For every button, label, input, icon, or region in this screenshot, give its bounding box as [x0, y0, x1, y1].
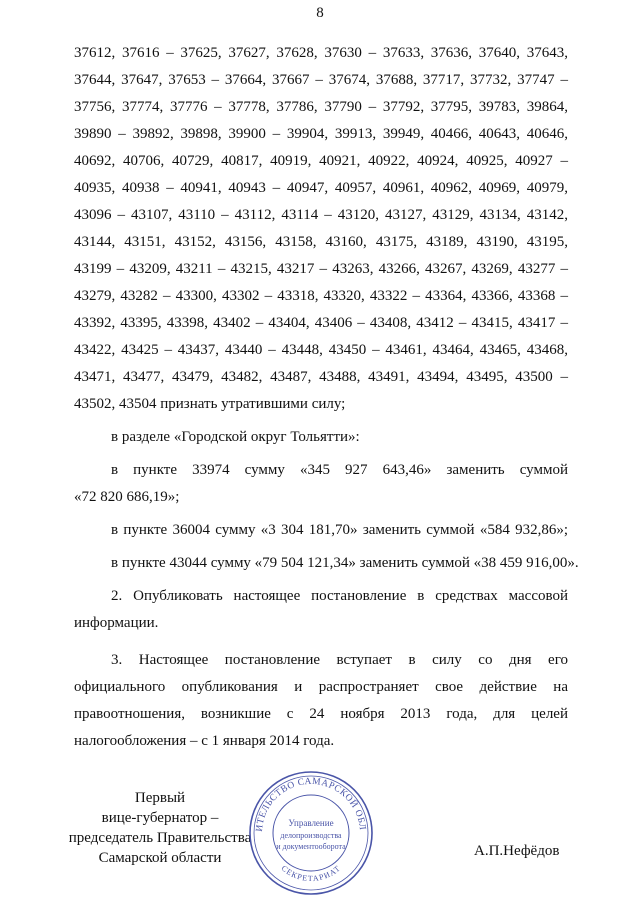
- number-list-line: 37644, 37647, 37653 – 37664, 37667 – 37674, 37688, 37717, 37732, 37747 –: [74, 72, 568, 88]
- number-list-line: 43144, 43151, 43152, 43156, 43158, 43160, 43175, 43189, 43190, 43195,: [74, 234, 568, 250]
- signatory-title: [60, 788, 260, 868]
- number-list-line: 43471, 43477, 43479, 43482, 43487, 43488, 43491, 43494, 43495, 43500 –: [74, 369, 568, 385]
- number-list-line: 43502, 43504 признать утратившими силу;: [74, 396, 346, 412]
- item-33974-line1: в пункте 33974 сумму «345 927 643,46» заменить суммой: [111, 462, 568, 478]
- number-list-line: 37612, 37616 – 37625, 37627, 37628, 37630 – 37633, 37636, 37640, 37643,: [74, 45, 568, 61]
- signatory-title-line3: председатель Правительства: [68, 830, 252, 846]
- seal-ring-text-lower: СЕКРЕТАРИАТ: [279, 863, 343, 884]
- seal-center-text: и документооборота: [276, 842, 346, 851]
- page-number: 8: [316, 5, 324, 21]
- number-list-line: 40692, 40706, 40729, 40817, 40919, 40921, 40922, 40924, 40925, 40927 –: [74, 153, 568, 169]
- clause-3-line3: правоотношения, возникшие с 24 ноября 2013 года, для целей: [74, 706, 568, 722]
- item-36004: в пункте 36004 сумму «3 304 181,70» заменить суммой «584 932,86»;: [111, 522, 568, 538]
- clause-3-line1: 3. Настоящее постановление вступает в силу со дня его: [111, 652, 568, 668]
- clause-3-line2: официального опубликования и распространяет свое действие на: [74, 679, 568, 695]
- number-list-line: 43096 – 43107, 43110 – 43112, 43114 – 43120, 43127, 43129, 43134, 43142,: [74, 207, 568, 223]
- clause-2-line2: информации.: [74, 615, 159, 631]
- signatory-title-line4: Самарской области: [98, 850, 222, 866]
- signatory-title-line2: вице-губернатор –: [101, 810, 219, 826]
- item-43044: в пункте 43044 сумму «79 504 121,34» заменить суммой «38 459 916,00».: [111, 555, 579, 571]
- number-list-line: 37756, 37774, 37776 – 37778, 37786, 37790 – 37792, 37795, 39783, 39864,: [74, 99, 568, 115]
- document-body: [74, 40, 579, 755]
- clause-2-line1: 2. Опубликовать настоящее постановление в средствах массовой: [111, 588, 568, 604]
- number-list-line: 39890 – 39892, 39898, 39900 – 39904, 39913, 39949, 40466, 40643, 40646,: [74, 126, 568, 142]
- number-list-line: 43279, 43282 – 43300, 43302 – 43318, 43320, 43322 – 43364, 43366, 43368 –: [74, 288, 568, 304]
- number-list-line: 40935, 40938 – 40941, 40943 – 40947, 40957, 40961, 40962, 40969, 40979,: [74, 180, 568, 196]
- svg-text:СЕКРЕТАРИАТ: [280, 864, 343, 884]
- signatory-title-line1: Первый: [134, 790, 186, 806]
- seal-ring-text: ИТЕЛЬСТВО САМАРСКОЙ ОБЛ: [254, 776, 368, 833]
- seal-center-text: делопроизводства: [280, 831, 342, 840]
- official-seal: [246, 768, 376, 898]
- item-33974-line2: «72 820 686,19»;: [74, 489, 180, 505]
- seal-center-text: Управление: [288, 818, 334, 828]
- number-list: [74, 40, 568, 418]
- number-list-line: 43392, 43395, 43398, 43402 – 43404, 43406 – 43408, 43412 – 43415, 43417 –: [74, 315, 568, 331]
- number-list-line: 43199 – 43209, 43211 – 43215, 43217 – 43263, 43266, 43267, 43269, 43277 –: [74, 261, 568, 277]
- number-list-line: 43422, 43425 – 43437, 43440 – 43448, 43450 – 43461, 43464, 43465, 43468,: [74, 342, 568, 358]
- signatory-name: А.П.Нефёдов: [474, 843, 560, 859]
- clause-3-line4: налогообложения – с 1 января 2014 года.: [74, 733, 335, 749]
- section-heading: в разделе «Городской округ Тольятти»:: [111, 429, 360, 445]
